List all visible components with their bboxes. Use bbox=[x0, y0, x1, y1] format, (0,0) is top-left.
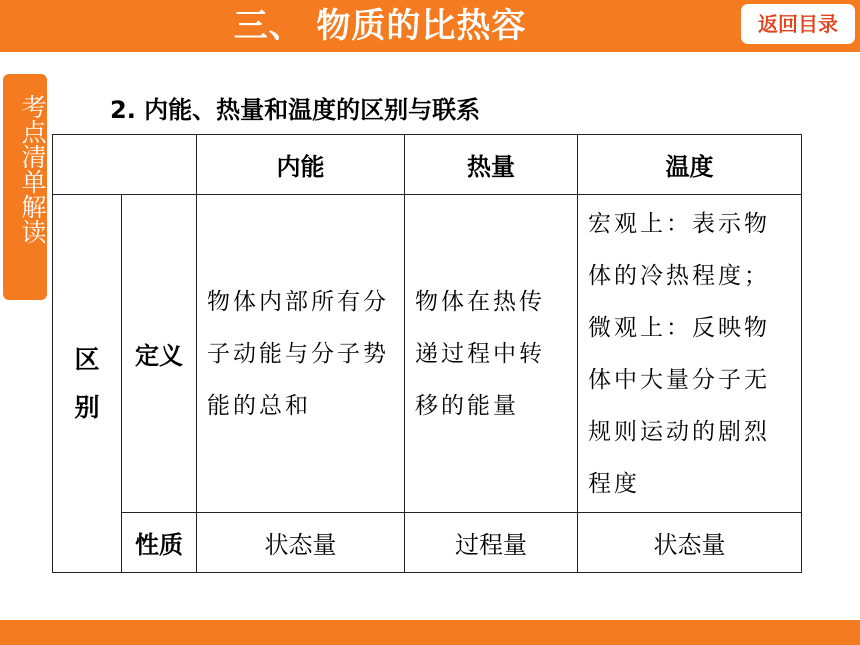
side-tab-label: 考点清单解读 bbox=[18, 94, 47, 244]
comparison-table bbox=[52, 134, 802, 573]
table-header-row bbox=[53, 135, 802, 195]
table-cell: 状态量 bbox=[578, 513, 802, 573]
column-header: 内能 bbox=[197, 135, 405, 195]
section-heading: 2. 内能、热量和温度的区别与联系 bbox=[110, 96, 481, 124]
back-to-contents-button[interactable]: 返回目录 bbox=[741, 4, 855, 44]
column-header: 热量 bbox=[405, 135, 578, 195]
table-row bbox=[53, 513, 802, 573]
side-tab[interactable] bbox=[3, 74, 47, 300]
cell-text: 物体内部所有分子动能与分子势能的总和 bbox=[207, 288, 389, 419]
table-row bbox=[53, 195, 802, 513]
group-label-cell bbox=[53, 195, 122, 573]
row-label: 定义 bbox=[122, 195, 197, 513]
row-label: 性质 bbox=[122, 513, 197, 573]
page-title: 三、 物质的比热容 bbox=[233, 6, 527, 46]
column-header: 温度 bbox=[578, 135, 802, 195]
table-cell bbox=[197, 195, 405, 513]
table-cell bbox=[578, 195, 802, 513]
group-label: 区别 bbox=[74, 344, 100, 422]
cell-text: 宏观上：表示物体的冷热程度；微观上：反映物体中大量分子无规则运动的剧烈程度 bbox=[588, 210, 770, 497]
table-cell bbox=[405, 195, 578, 513]
footer-bar bbox=[0, 620, 860, 645]
table-cell: 过程量 bbox=[405, 513, 578, 573]
table-cell: 状态量 bbox=[197, 513, 405, 573]
table-corner-cell bbox=[53, 135, 197, 195]
cell-text: 物体在热传递过程中转移的能量 bbox=[415, 288, 545, 419]
